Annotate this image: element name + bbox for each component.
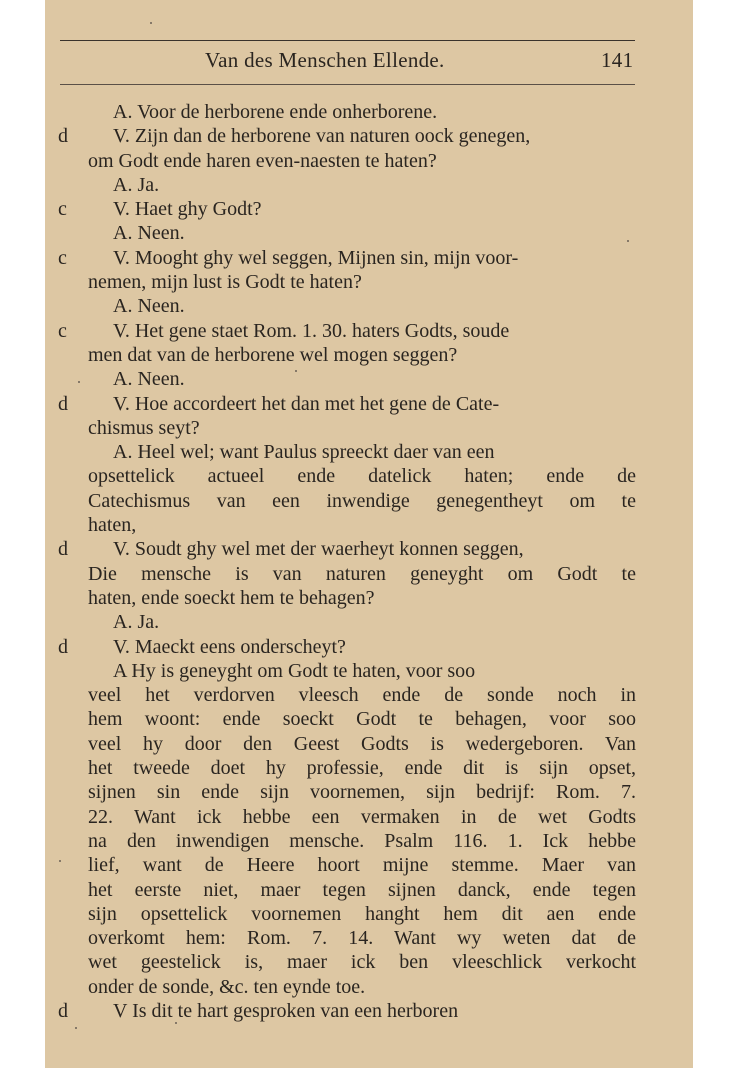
text-line [45, 975, 693, 999]
line-text: hem woont: ende soeckt Godt te behagen, voor soo [88, 708, 636, 731]
margin-letter: c [58, 319, 67, 342]
line-text: nemen, mijn lust is Godt te haten? [88, 271, 362, 294]
text-line [45, 683, 693, 707]
text-line [45, 221, 693, 245]
line-text: na den inwendigen mensche. Psalm 116. 1. Ick hebbe [88, 829, 636, 852]
text-line [45, 246, 693, 270]
margin-letter: d [58, 538, 68, 561]
line-text: het eerste niet, maer tegen sijnen danck, ende tegen [88, 878, 636, 901]
text-line [45, 513, 693, 537]
line-text: men dat van de herborene wel mogen seggen? [88, 343, 458, 366]
text-line [45, 319, 693, 343]
line-text: V. Mooght ghy wel seggen, Mijnen sin, mijn voor- [113, 246, 519, 269]
line-text: chismus seyt? [88, 416, 200, 439]
line-text: V. Zijn dan de herborene van naturen oock genegen, [113, 125, 531, 148]
paper-speck [295, 370, 297, 372]
paper-speck [150, 22, 152, 24]
line-text: sijn opsettelick voornemen hanght hem dit aen ende [88, 902, 636, 925]
line-text: het tweede doet hy professie, ende dit is sijn opset, [88, 757, 636, 780]
text-line [45, 367, 693, 391]
line-text: A Hy is geneyght om Godt te haten, voor soo [113, 659, 476, 682]
text-line [45, 707, 693, 731]
header-rule [60, 40, 635, 41]
text-line [45, 878, 693, 902]
text-line [45, 270, 693, 294]
text-line [45, 610, 693, 634]
text-line [45, 950, 693, 974]
text-line [45, 926, 693, 950]
line-text: sijnen sin ende sijn voornemen, sijn bedrijf: Rom. 7. [88, 781, 636, 804]
line-text: onder de sonde, &c. ten eynde toe. [88, 975, 366, 998]
line-text: V. Soudt ghy wel met der waerheyt konnen seggen, [113, 538, 524, 561]
line-text: veel hy door den Geest Godts is wedergeboren. Van [88, 732, 636, 755]
line-text: V. Het gene staet Rom. 1. 30. haters Godts, soude [113, 319, 510, 342]
paper-speck [75, 1027, 77, 1029]
text-line [45, 416, 693, 440]
line-text: V. Hoe accordeert het dan met het gene de Cate- [113, 392, 500, 415]
margin-letter: d [58, 392, 68, 415]
text-line [45, 124, 693, 148]
text-line [45, 732, 693, 756]
text-line [45, 562, 693, 586]
margin-letter: d [58, 999, 68, 1022]
line-text: A. Neen. [113, 222, 185, 245]
line-text: opsettelick actueel ende datelick haten; ende de [88, 465, 636, 488]
text-line [45, 489, 693, 513]
paper-speck [627, 240, 629, 242]
text-line [45, 197, 693, 221]
header-underline [60, 84, 635, 85]
line-text: Catechismus van een inwendige genegentheyt om te [88, 489, 636, 512]
line-text: A. Ja. [113, 611, 160, 634]
text-line [45, 829, 693, 853]
line-text: A. Voor de herborene ende onherborene. [113, 101, 438, 123]
line-text: overkomt hem: Rom. 7. 14. Want wy weten dat de [88, 927, 636, 950]
page-number: 141 [601, 48, 634, 72]
line-text: A. Heel wel; want Paulus spreeckt daer van een [113, 441, 495, 464]
text-line [45, 659, 693, 683]
text-line [45, 805, 693, 829]
text-line [45, 853, 693, 877]
line-text: V Is dit te hart gesproken van een herboren [113, 999, 459, 1022]
text-line [45, 999, 693, 1023]
line-text: lief, want de Heere hoort mijne stemme. Maer van [88, 854, 636, 877]
line-text: A. Ja. [113, 173, 160, 196]
line-text: haten, ende soeckt hem te behagen? [88, 586, 375, 609]
text-line [45, 756, 693, 780]
line-text: veel het verdorven vleesch ende de sonde noch in [88, 684, 636, 707]
running-header [45, 48, 693, 78]
line-text: 22. Want ick hebbe een vermaken in de wet Godts [88, 805, 636, 828]
text-line [45, 343, 693, 367]
paper-speck [59, 860, 61, 862]
line-text: A. Neen. [113, 368, 185, 391]
text-line [45, 902, 693, 926]
body-text [45, 100, 693, 1023]
margin-letter: c [58, 246, 67, 269]
text-line [45, 294, 693, 318]
running-title: Van des Menschen Ellende. [205, 48, 445, 72]
text-line [45, 586, 693, 610]
text-line [45, 100, 693, 124]
book-page [45, 0, 693, 1068]
text-line [45, 537, 693, 561]
line-text: V. Haet ghy Godt? [113, 198, 262, 221]
paper-speck [175, 1022, 177, 1024]
line-text: Die mensche is van naturen geneyght om Godt te [88, 562, 636, 585]
margin-letter: d [58, 635, 68, 658]
line-text: haten, [88, 514, 137, 537]
text-line [45, 780, 693, 804]
line-text: om Godt ende haren even-naesten te haten? [88, 149, 437, 172]
text-line [45, 440, 693, 464]
text-line [45, 635, 693, 659]
margin-letter: c [58, 198, 67, 221]
text-line [45, 464, 693, 488]
paper-speck [78, 381, 80, 383]
line-text: V. Maeckt eens onderscheyt? [113, 635, 346, 658]
line-text: A. Neen. [113, 295, 185, 318]
margin-letter: d [58, 125, 68, 148]
text-line [45, 173, 693, 197]
line-text: wet geestelick is, maer ick ben vleeschlick verkocht [88, 951, 636, 974]
text-line [45, 392, 693, 416]
text-line [45, 149, 693, 173]
